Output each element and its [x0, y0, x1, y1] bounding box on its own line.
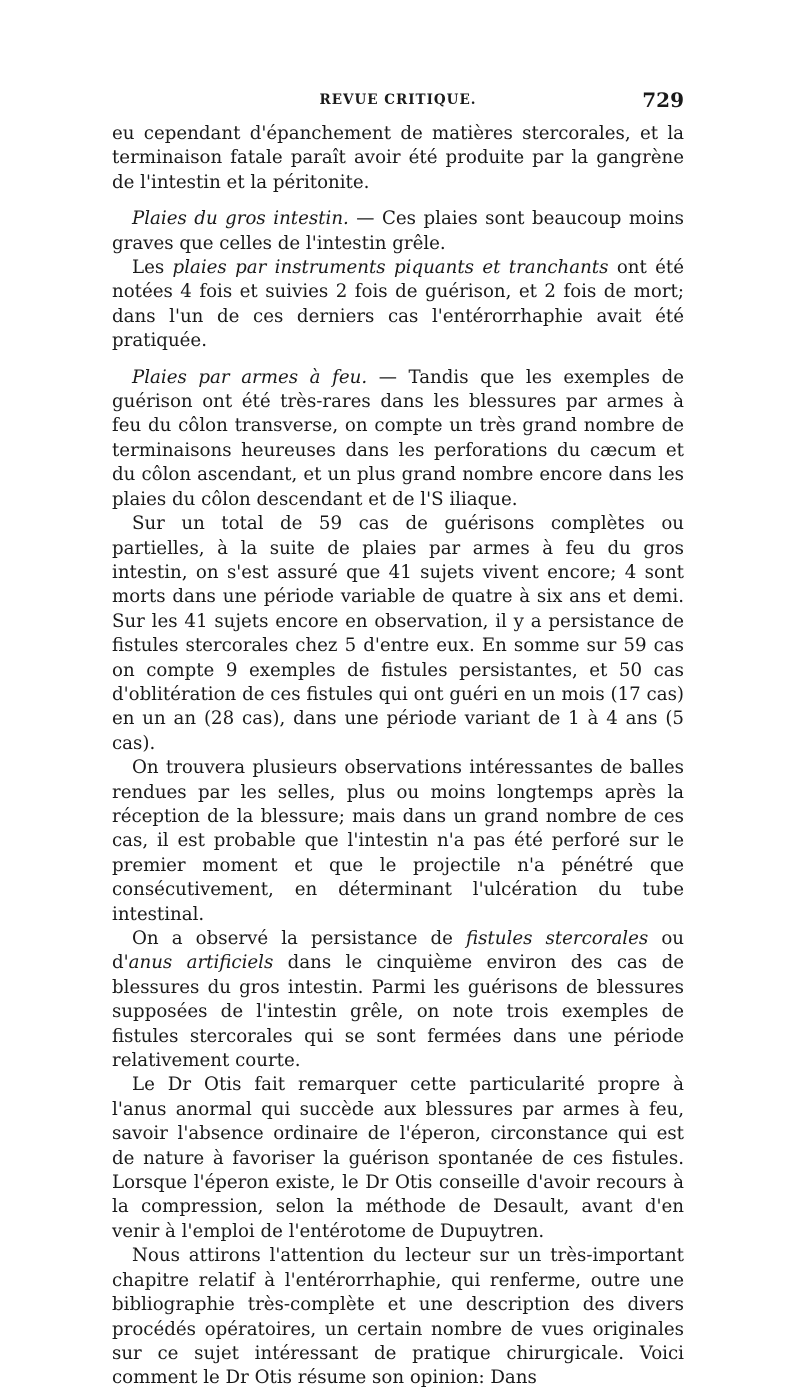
paragraph-4	[112, 366, 684, 512]
paragraph-3-lead: Les	[132, 257, 173, 279]
section-heading-armes-a-feu: Plaies par armes à feu.	[132, 366, 368, 388]
paragraph-1-text: eu cependant d'épanchement de matières stercorales, et la terminaison fatale paraît avoir été produite par la gangrène de l'intestin et la péritonite.	[112, 123, 684, 193]
paragraph-7	[112, 927, 684, 1073]
body-text	[112, 122, 684, 1391]
paragraph-9-text: Nous attirons l'attention du lecteur sur un très-important chapitre relatif à l'entérorrhaphie, qui renferme, outre une bibliographie très-complète et une description des divers procédés opératoires, un certain nombre de vues originales sur ce sujet intéressant de pratique chirurgicale. Voici comment le Dr Otis résume son opinion: Dans	[112, 1245, 684, 1389]
paragraph-5-text: Sur un total de 59 cas de guérisons complètes ou partielles, à la suite de plaies par armes à feu du gros intestin, on s'est assuré que 41 sujets vivent encore; 4 sont morts dans une période variable de quatre à six ans et demi. Sur les 41 sujets encore en observation, il y a persistance de fistules stercorales chez 5 d'entre eux. En somme sur 59 cas on compte 9 exemples de fistules persistantes, et 50 cas d'oblitération de ces fistules qui ont guéri en un mois (17 cas) en un an (28 cas), dans une période variant de 1 à 4 ans (5 cas).	[112, 513, 684, 754]
page-header	[112, 88, 684, 122]
paragraph-3-emphasis: plaies par instruments piquants et tranchants	[172, 257, 609, 279]
paragraph-7-emphasis-anus: anus artificiels	[128, 952, 274, 974]
paragraph-5	[112, 512, 684, 756]
paragraph-3-text: ont été notées 4 fois et suivies 2 fois de guérison, et 2 fois de mort; dans l'un de ces derniers cas l'entérorrhaphie avait été pratiquée.	[112, 257, 684, 352]
paragraph-8-text: Le Dr Otis fait remarquer cette particularité propre à l'anus anormal qui succède aux blessures par armes à feu, savoir l'absence ordinaire de l'éperon, circonstance qui est de nature à favoriser la guérison spontanée de ces fistules. Lorsque l'éperon existe, le Dr Otis conseille d'avoir recours à la compression, selon la méthode de Desault, avant d'en venir à l'emploi de l'entérotome de Dupuytren.	[112, 1074, 684, 1242]
paragraph-7-text: dans le cinquième environ des cas de blessures du gros intestin. Parmi les guérisons de blessures supposées de l'intestin grêle, on note trois exemples de fistules stercorales qui se sont fermées dans une période relativement courte.	[112, 952, 684, 1072]
page-number: 729	[642, 88, 684, 112]
running-title: REVUE CRITIQUE.	[319, 92, 477, 108]
paragraph-4-text: — Tandis que les exemples de guérison ont été très-rares dans les blessures par armes à feu du côlon transverse, on compte un très grand nombre de terminaisons heureuses dans les perforations du cæcum et du côlon ascendant, et un plus grand nombre encore dans les plaies du côlon descendant et de l'S iliaque.	[112, 366, 684, 510]
document-page	[112, 88, 684, 1391]
paragraph-1	[112, 122, 684, 195]
section-heading-gros-intestin: Plaies du gros intestin.	[132, 208, 349, 230]
paragraph-7-emphasis-fistules: fistules stercorales	[466, 928, 649, 949]
paragraph-6	[112, 756, 684, 927]
paragraph-7-mid: ou d'	[112, 928, 684, 974]
paragraph-9	[112, 1244, 684, 1390]
paragraph-2-text: — Ces plaies sont beaucoup moins graves que celles de l'intestin grêle.	[112, 208, 684, 254]
paragraph-7-lead: On a observé la persistance de	[132, 928, 467, 949]
paragraph-3	[112, 256, 684, 354]
paragraph-2	[112, 207, 684, 256]
paragraph-6-text: On trouvera plusieurs observations intéressantes de balles rendues par les selles, plus ou moins longtemps après la réception de la blessure; mais dans un grand nombre de ces cas, il est probable que l'intestin n'a pas été perforé sur le premier moment et que le projectile n'a pénétré que consécutivement, en déterminant l'ulcération du tube intestinal.	[112, 757, 684, 925]
paragraph-8	[112, 1073, 684, 1244]
